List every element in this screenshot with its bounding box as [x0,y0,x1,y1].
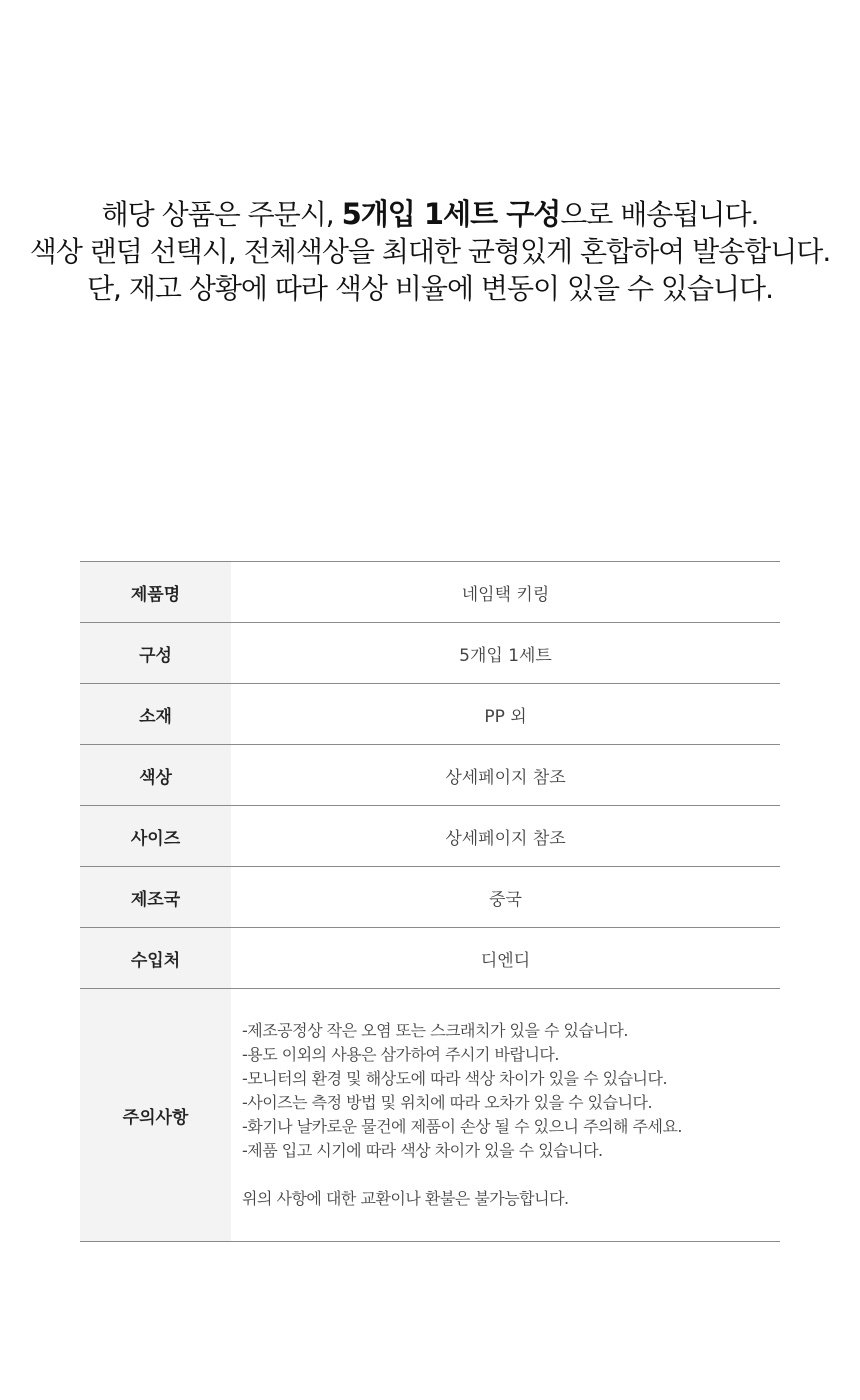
product-info-table [80,561,780,1242]
row-value-country: 중국 [489,889,522,910]
table-row [80,745,780,806]
caution-line: -모니터의 환경 및 해상도에 따라 색상 차이가 있을 수 있습니다. [242,1069,668,1088]
row-label-country: 제조국 [80,867,231,928]
row-label-importer: 수입처 [80,928,231,989]
table-row [80,867,780,928]
row-value-product-name: 네임택 키링 [461,584,550,605]
notice-line-1-highlight: 5개입 1세트 구성 [341,197,561,231]
notice-line-2: 색상 랜덤 선택시, 전체색상을 최대한 균형있게 혼합하여 발송합니다. [29,235,831,268]
caution-line: -제조공정상 작은 오염 또는 스크래치가 있을 수 있습니다. [242,1021,628,1040]
row-label-composition: 구성 [80,623,231,684]
table-row-caution [80,989,780,1242]
notice-line-1 [0,196,860,233]
caution-footer: 위의 사항에 대한 교환이나 환불은 불가능합니다. [242,1189,569,1208]
row-label-size: 사이즈 [80,806,231,867]
table-row [80,562,780,623]
row-label-material: 소재 [80,684,231,745]
row-value-composition: 5개입 1세트 [459,645,552,666]
row-value-color: 상세페이지 참조 [445,767,566,788]
shipping-notice [0,196,860,307]
row-value-material: PP 외 [484,706,527,727]
notice-line-1-end: 으로 배송됩니다. [560,198,759,231]
row-value-importer: 디엔디 [480,950,531,971]
table-row [80,684,780,745]
table-row [80,623,780,684]
table-row [80,928,780,989]
caution-line: -제품 입고 시기에 따라 색상 차이가 있을 수 있습니다. [242,1141,603,1160]
row-label-product-name: 제품명 [80,562,231,623]
notice-line-1-start: 해당 상품은 주문시, [101,198,342,231]
notice-line-3: 단, 재고 상황에 따라 색상 비율에 변동이 있을 수 있습니다. [86,272,773,305]
row-label-caution: 주의사항 [80,989,231,1242]
row-label-color: 색상 [80,745,231,806]
caution-line: -용도 이외의 사용은 삼가하여 주시기 바랍니다. [242,1045,559,1064]
caution-line: -화기나 날카로운 물건에 제품이 손상 될 수 있으니 주의해 주세요. [242,1117,682,1136]
caution-line: -사이즈는 측정 방법 및 위치에 따라 오차가 있을 수 있습니다. [242,1093,653,1112]
row-value-size: 상세페이지 참조 [445,828,566,849]
caution-notes [231,989,780,1242]
table-row [80,806,780,867]
